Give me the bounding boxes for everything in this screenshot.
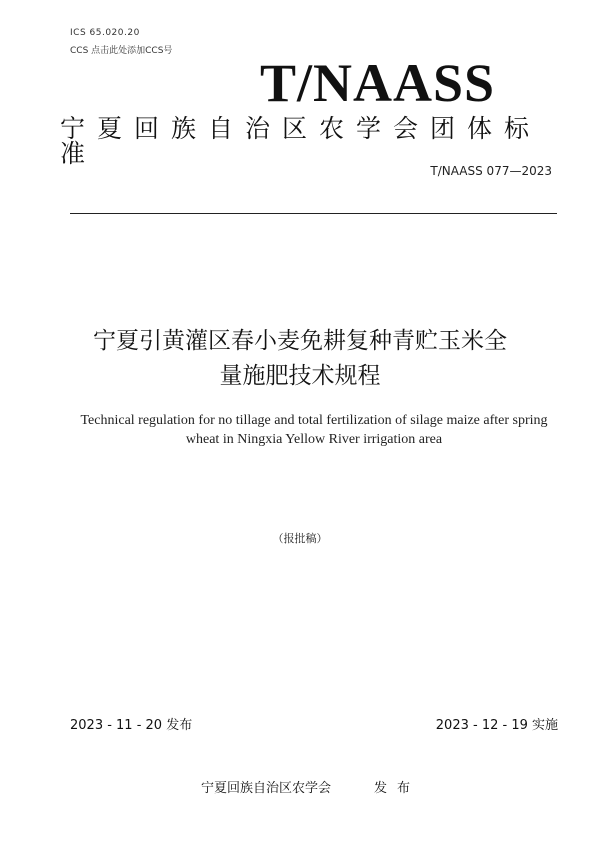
standard-brand: T/NAASS (260, 53, 496, 113)
english-title-line-2: wheat in Ningxia Yellow River irrigation area (185, 432, 443, 447)
implementation-date: 2023 - 12 - 19 实施 (435, 718, 558, 733)
organization-name: 宁夏回族自治区农学会团体标准 (60, 114, 542, 168)
ccs-code: CCS 点击此处添加CCS号 (70, 46, 173, 56)
draft-status: （报批稿） (272, 532, 328, 545)
issuing-organization: 宁夏回族自治区农学会 (201, 781, 332, 796)
chinese-title-line-1: 宁夏引黄灌区春小麦免耕复种青贮玉米全 (93, 328, 507, 354)
chinese-title-line-2: 量施肥技术规程 (219, 363, 381, 389)
english-title-line-1: Technical regulation for no tillage and total fertilization of silage maize after spring (80, 413, 548, 428)
header-divider (70, 213, 557, 214)
ics-code: ICS 65.020.20 (70, 28, 140, 38)
publish-date: 2023 - 11 - 20 发布 (70, 718, 193, 733)
standard-code: T/NAASS 077—2023 (430, 164, 552, 178)
issue-label: 发布 (374, 781, 421, 796)
